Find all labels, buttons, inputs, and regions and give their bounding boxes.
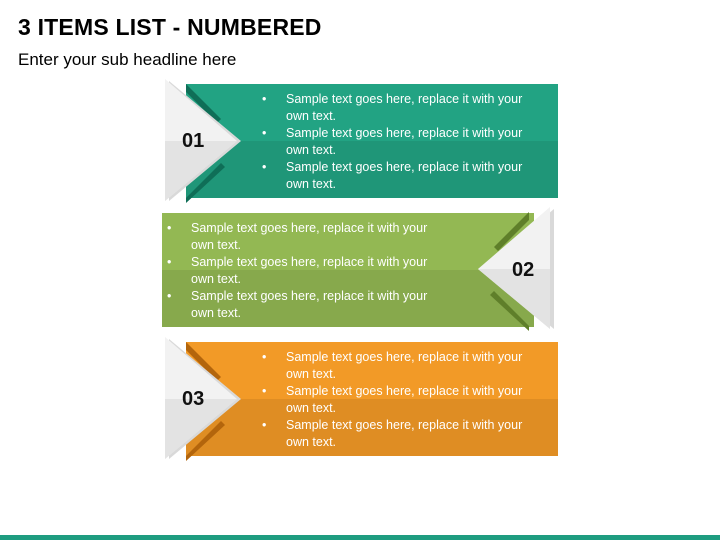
- item-1-arrow-marker: [165, 79, 260, 203]
- item-2-bullet-list: [167, 220, 437, 322]
- item-1-bullet-1: • Sample text goes here, replace it with your own text.: [262, 91, 532, 125]
- footer-bar: [0, 535, 720, 540]
- item-1-number: 01: [182, 130, 205, 152]
- item-3-bullet-3: • Sample text goes here, replace it with your own text.: [262, 417, 532, 451]
- item-3-bullet-1: • Sample text goes here, replace it with your own text.: [262, 349, 532, 383]
- item-2-number: 02: [512, 259, 535, 281]
- item-3-bullet-list: [262, 349, 532, 451]
- item-3-arrow-marker: [165, 337, 260, 461]
- page-subtitle: Enter your sub headline here: [18, 50, 237, 69]
- item-2-bullet-3: • Sample text goes here, replace it with your own text.: [167, 288, 437, 322]
- item-3-bullet-2: • Sample text goes here, replace it with your own text.: [262, 383, 532, 417]
- item-3-number: 03: [182, 388, 205, 410]
- item-2-bullet-2: • Sample text goes here, replace it with your own text.: [167, 254, 437, 288]
- item-2-bullet-1: • Sample text goes here, replace it with your own text.: [167, 220, 437, 254]
- item-1-bullet-2: • Sample text goes here, replace it with your own text.: [262, 125, 532, 159]
- page-title: 3 ITEMS LIST - NUMBERED: [18, 14, 322, 40]
- item-1-bullet-list: [262, 91, 532, 193]
- item-1-bullet-3: • Sample text goes here, replace it with your own text.: [262, 159, 532, 193]
